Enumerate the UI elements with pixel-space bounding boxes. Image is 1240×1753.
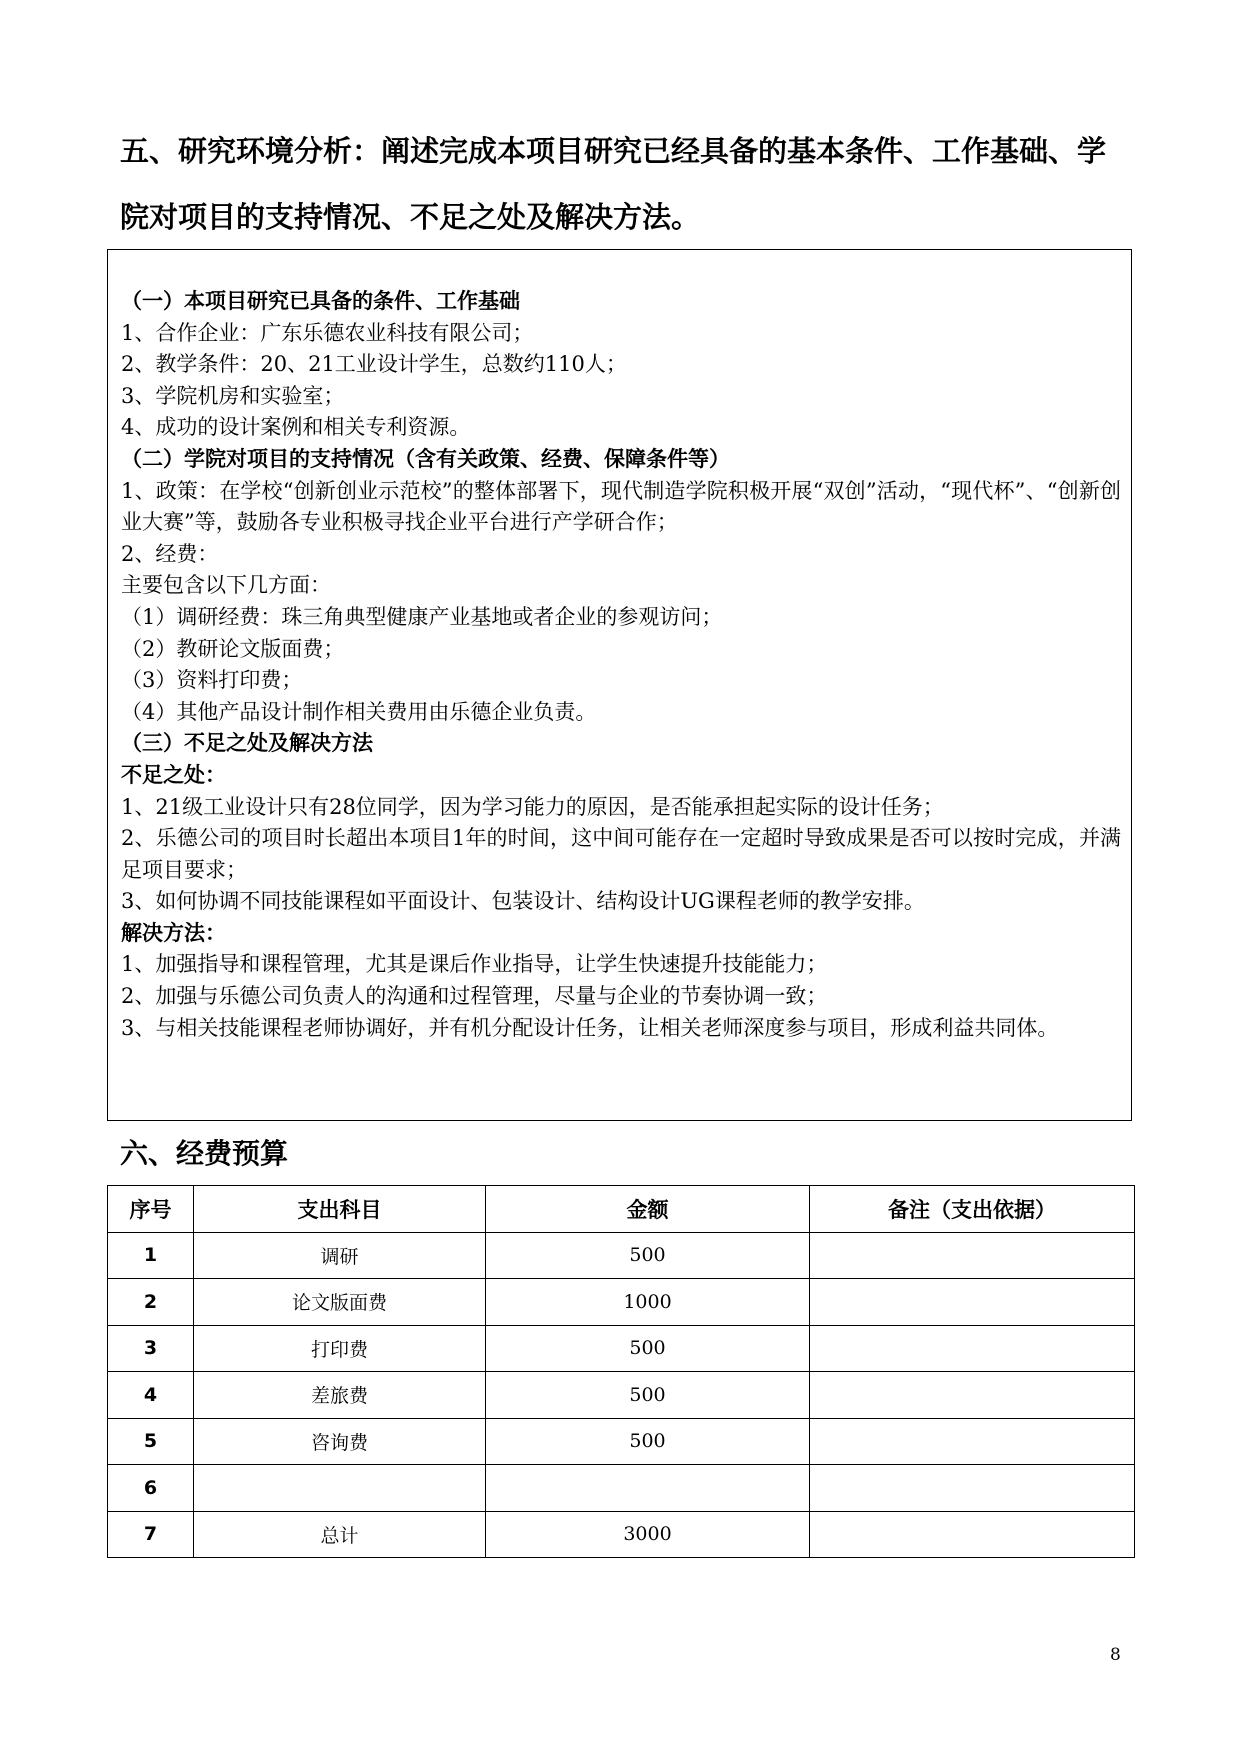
section5-text-line: （3）资料打印费； <box>121 668 303 693</box>
section5-text-line: （2）教研论文版面费； <box>121 636 345 661</box>
table-row <box>108 1511 1135 1558</box>
budget-table <box>107 1185 1135 1558</box>
section6-title: 六、经费预算 <box>120 1137 289 1170</box>
table-row <box>108 1465 1135 1512</box>
section5-text-line: 3、如何协调不同技能课程如平面设计、包装设计、结构设计UG课程老师的教学安排。 <box>121 889 925 914</box>
expense-item-cell: 咨询费 <box>194 1418 486 1465</box>
amount-cell: 500 <box>486 1418 810 1465</box>
expense-item-cell: 打印费 <box>194 1325 486 1372</box>
section5-text-line: 1、合作企业：广东乐德农业科技有限公司； <box>121 320 534 345</box>
amount-cell: 500 <box>486 1232 810 1279</box>
header-no: 序号 <box>108 1186 194 1233</box>
section5-text-line: 2、教学条件：20、21工业设计学生，总数约110人； <box>121 352 627 377</box>
amount-cell: 500 <box>486 1325 810 1372</box>
section5-text-line: 4、成功的设计案例和相关专利资源。 <box>121 415 471 440</box>
table-row <box>108 1232 1135 1279</box>
remark-cell <box>810 1418 1135 1465</box>
row-number-cell: 5 <box>108 1418 194 1465</box>
row-number-cell: 3 <box>108 1325 194 1372</box>
budget-header-row <box>108 1186 1135 1233</box>
budget-body <box>108 1232 1135 1558</box>
section5-text-line: （4）其他产品设计制作相关费用由乐德企业负责。 <box>121 699 597 724</box>
header-remark: 备注（支出依据） <box>810 1186 1135 1233</box>
section5-heading-line: （一）本项目研究已具备的条件、工作基础 <box>121 289 520 313</box>
amount-cell: 3000 <box>486 1511 810 1558</box>
expense-item-cell <box>194 1465 486 1512</box>
table-row <box>108 1372 1135 1419</box>
section5-text-line: 3、与相关技能课程老师协调好，并有机分配设计任务，让相关老师深度参与项目，形成利益共同体。 <box>121 1015 1059 1040</box>
section5-heading-line: （二）学院对项目的支持情况（含有关政策、经费、保障条件等） <box>121 446 730 471</box>
section5-heading-line: （三）不足之处及解决方法 <box>121 731 373 756</box>
expense-item-cell: 论文版面费 <box>194 1279 486 1326</box>
section5-text-line: 3、学院机房和实验室； <box>121 383 345 408</box>
section5-text-line: 1、加强指导和课程管理，尤其是课后作业指导，让学生快速提升技能能力； <box>121 952 828 977</box>
remark-cell <box>810 1325 1135 1372</box>
amount-cell: 1000 <box>486 1279 810 1326</box>
row-number-cell: 4 <box>108 1372 194 1419</box>
section5-content-box <box>107 249 1132 1121</box>
table-row <box>108 1418 1135 1465</box>
section5-text-line: 1、政策：在学校“创新创业示范校”的整体部署下，现代制造学院积极开展“双创”活动，“现代杯”、“创新创业大赛”等，鼓励各专业积极寻找企业平台进行产学研合作； <box>121 478 1121 535</box>
row-number-cell: 7 <box>108 1511 194 1558</box>
header-amount: 金额 <box>486 1186 810 1233</box>
expense-item-cell: 差旅费 <box>194 1372 486 1419</box>
remark-cell <box>810 1232 1135 1279</box>
amount-cell: 500 <box>486 1372 810 1419</box>
remark-cell <box>810 1511 1135 1558</box>
section5-text-line: （1）调研经费：珠三角典型健康产业基地或者企业的参观访问； <box>121 604 723 629</box>
expense-item-cell: 调研 <box>194 1232 486 1279</box>
expense-item-cell: 总计 <box>194 1511 486 1558</box>
row-number-cell: 6 <box>108 1465 194 1512</box>
amount-cell <box>486 1465 810 1512</box>
section5-text-line: 主要包含以下几方面： <box>121 573 331 598</box>
header-item: 支出科目 <box>194 1186 486 1233</box>
row-number-cell: 1 <box>108 1232 194 1279</box>
table-row <box>108 1279 1135 1326</box>
section5-text-line: 2、经费： <box>121 541 219 566</box>
section5-text-line: 1、21级工业设计只有28位同学，因为学习能力的原因，是否能承担起实际的设计任务； <box>121 794 944 819</box>
section5-text-line: 2、乐德公司的项目时长超出本项目1年的时间，这中间可能存在一定超时导致成果是否可以按时完成，并满足项目要求； <box>121 826 1121 882</box>
row-number-cell: 2 <box>108 1279 194 1326</box>
remark-cell <box>810 1465 1135 1512</box>
section5-heading-line: 解决方法： <box>121 920 226 945</box>
remark-cell <box>810 1372 1135 1419</box>
table-row <box>108 1325 1135 1372</box>
section5-lines <box>121 286 1121 1044</box>
section5-heading-line: 不足之处： <box>121 762 226 787</box>
section5-text-line: 2、加强与乐德公司负责人的沟通和过程管理，尽量与企业的节奏协调一致； <box>121 984 828 1009</box>
section5-title: 五、研究环境分析：阐述完成本项目研究已经具备的基本条件、工作基础、学院对项目的支持情况、不足之处及解决方法。 <box>120 134 1107 234</box>
remark-cell <box>810 1279 1135 1326</box>
page-number: 8 <box>1110 1645 1121 1665</box>
